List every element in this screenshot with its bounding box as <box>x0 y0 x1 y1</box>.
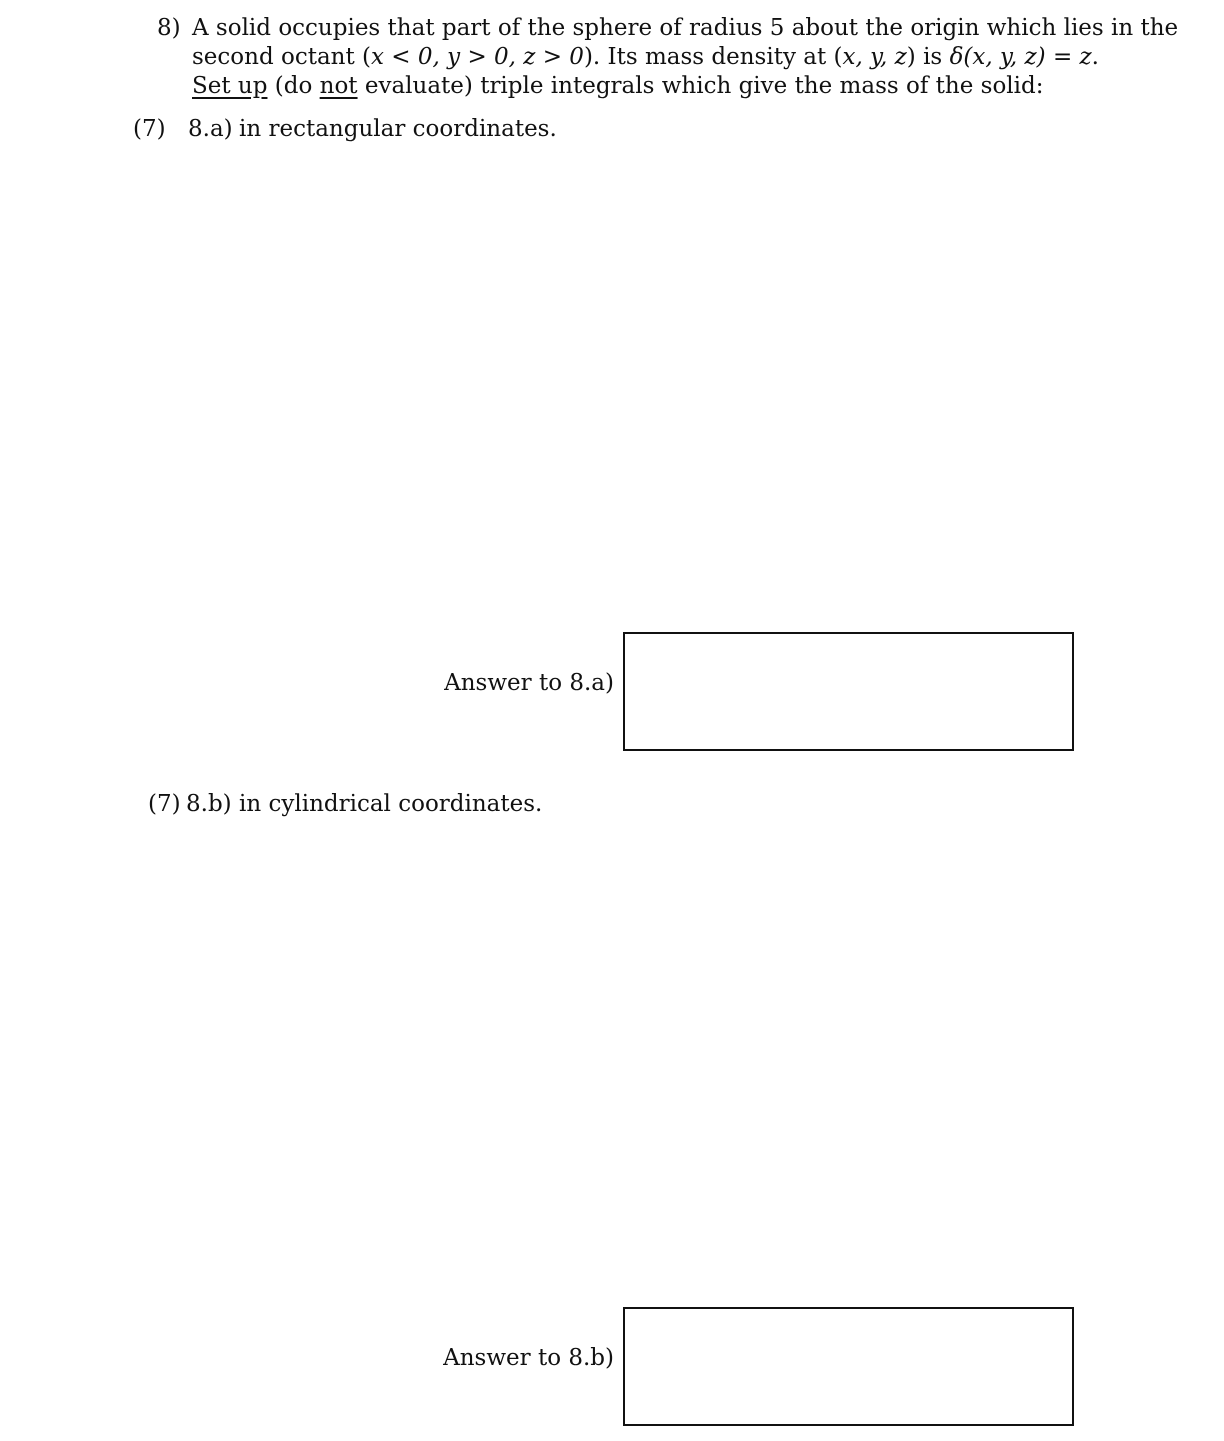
problem-line-2 <box>192 44 1099 70</box>
line2-mid: ). Its mass density at ( <box>583 44 843 70</box>
answer-a-box[interactable] <box>623 632 1074 751</box>
octant-condition: x < 0, y > 0, z > 0 <box>371 44 584 70</box>
point-xyz: x, y, z <box>842 44 907 70</box>
line3-rest: evaluate) triple integrals which give the mass of the solid: <box>357 73 1044 99</box>
part-a-text: in rectangular coordinates. <box>239 116 557 142</box>
problem-line-3 <box>192 73 1043 99</box>
density-function: δ(x, y, z) = z <box>949 44 1092 70</box>
answer-b-box[interactable] <box>623 1307 1074 1426</box>
line2-mid2: ) is <box>906 44 950 70</box>
answer-a-label: Answer to 8.a) <box>444 670 614 696</box>
setup-underlined: Set up <box>192 73 268 99</box>
part-b-label: 8.b) <box>186 791 232 817</box>
line2-end: . <box>1091 44 1099 70</box>
part-a-points: (7) <box>133 116 166 142</box>
part-a-label: 8.a) <box>188 116 233 142</box>
part-b-points: (7) <box>148 791 181 817</box>
problem-number: 8) <box>157 15 181 41</box>
line2-prefix: second octant ( <box>192 44 372 70</box>
problem-line-1: A solid occupies that part of the sphere of radius 5 about the origin which lies in the <box>192 15 1179 41</box>
part-b-text: in cylindrical coordinates. <box>239 791 543 817</box>
answer-b-label: Answer to 8.b) <box>443 1345 614 1371</box>
not-underlined: not <box>319 73 358 99</box>
line3-do: (do <box>267 73 320 99</box>
